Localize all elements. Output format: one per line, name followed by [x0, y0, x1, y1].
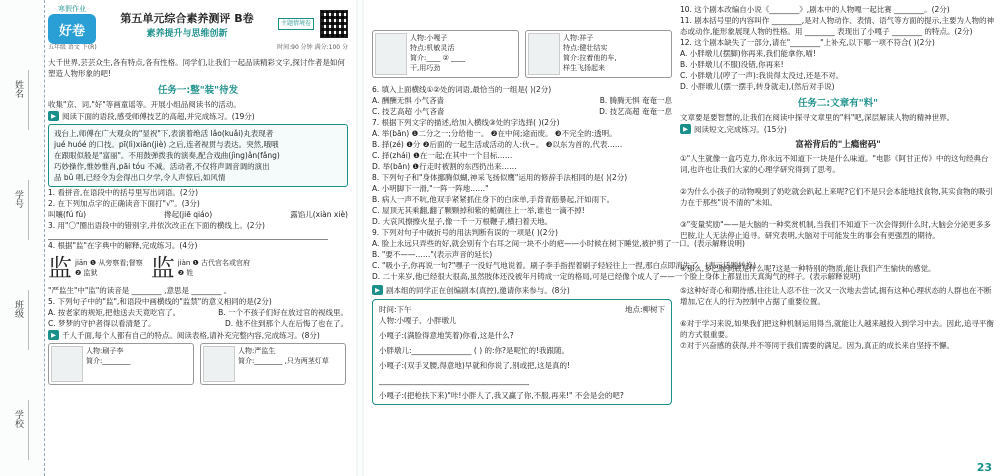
page-right [680, 0, 996, 476]
answer-line[interactable] [48, 231, 328, 240]
binding-class-label: 班级 [13, 300, 23, 318]
time-label: 时间:90 分钟 [277, 44, 313, 51]
card-line: 特点:机敏灵活 [410, 44, 455, 52]
brand-logo: 好卷 [48, 14, 96, 44]
passage-line: 品 bǔ 唱,已经令为会得出口夕学,令人声惊后,如风情 [54, 173, 226, 182]
article-paragraph: ④那么,多巴胺到底是什么呢?这是一种特别的物质,能让我们产生愉快的感觉。 [680, 264, 936, 273]
character-figure-icon [375, 33, 407, 75]
task2-lead: 文章要是要智慧的,让我们在阅读中探寻文章里的"料"吧,深层解读人物的精神世界。 [680, 113, 955, 122]
question-10: 10. 这个剧本改编自小说《________》,剧本中的人物嘎一起比赛 ________。(2分) [680, 5, 950, 14]
binding-line [28, 290, 29, 350]
question-6-options [372, 106, 672, 117]
binding-line [28, 400, 29, 460]
question-12: 12. 这个剧本缺失了一部分,请在"________"上补充,以下哪一项不符合( )(2分) [680, 38, 935, 47]
section-flag-icon: ▶ [680, 124, 691, 134]
qr-code-icon [320, 10, 348, 38]
character-cards [372, 30, 672, 78]
score-label: 满分:100 分 [314, 44, 348, 51]
option-b[interactable]: B. 择(zé) ❶分 ❷后面的一起生活或活动的人:伙~。 ❸以东为首的,代表…… [372, 140, 623, 149]
dictionary-char: 监 [150, 254, 175, 282]
character-figure-icon [203, 346, 235, 382]
option-c[interactable]: C. "吸小子,你再说一句?"嘿子一没好气地说着。刷子李手指捏着刷子轻轻往上一捏,那白点即消失了。(表示话题转换) [372, 261, 757, 270]
binding-margin [0, 0, 45, 476]
dict-entry: jiān ❶ 从旁察看;督察 [75, 259, 143, 267]
character-figure-icon [51, 346, 83, 382]
card-line: 干,用巧劲 [410, 64, 441, 72]
card-name: 人物:祥子 [563, 34, 594, 42]
section-a-text: 阅读下面的语段,感受师傅技艺的高超,并完成练习。(19分) [62, 111, 255, 121]
card-desc: 简介:________ [86, 357, 131, 365]
passage-line: 戏台上,师傅在广大观众的"显祝"下,表演着绝活 lǎo(kuǎi)丸表现者 [54, 129, 274, 138]
section-b-header [48, 329, 348, 341]
character-card [200, 343, 346, 385]
script-people: 人物:小嘎子、小胖墩儿 [379, 316, 457, 325]
character-cards [48, 343, 348, 385]
question-3: 3. 用"〇"圈出语段中的错别字,并依次改正在下面的横线上。(2分) [48, 221, 265, 230]
section-flag-icon: ▶ [372, 285, 383, 295]
card-name: 人物:小嘎子 [410, 34, 448, 42]
question-2-options [48, 209, 348, 220]
reading-section-text: 阅读短文,完成练习。(15分) [694, 124, 787, 134]
option-b[interactable]: B. 一个不孩子们好在放过官的视线里。 [218, 308, 348, 317]
question-2: 2. 在下列加点字的正确读音下面打"√"。(3分) [48, 199, 200, 208]
header [48, 4, 348, 44]
question-7: 7. 根据下列文字的描述,给加入横线③处的字选择( )(2分) [372, 118, 560, 127]
character-card [372, 30, 519, 78]
grade-label: 五年级 语文 下(R) [48, 44, 97, 51]
article-paragraph: ⑥对于学习来说,如果我们把这种机制运用得当,就能让人越来越投入到学习中去。因此,追寻平衡的方式很重要。 [680, 319, 994, 339]
option-a[interactable]: A. 小胖墩儿(摆脚)你再来,我们能拿你,喵! [680, 49, 816, 58]
section-flag-icon: ▶ [48, 330, 59, 340]
script-time: 时间:下午 [379, 305, 412, 314]
task1-lead: 收集"京、词,"好"等画童谣等。开展小组品阅读书的活动。 [48, 100, 241, 109]
passage-line: jué huóé 的口技。pī(lì)xiān(jiè) 之后,连者视贯与表达。突然,哦哦 [54, 140, 279, 149]
article-title: 富裕背后的"上瘾密码" [795, 140, 881, 150]
question-11: 11. 剧本括号里的内容叫作 ________,是对人物动作、表情、语气等方面的提示,主要为人物的神态或动作,能形象展现人物的性格。用 ________ 表现出了小嘎子 ________ 的特点。(2分) [680, 16, 994, 36]
dict-entry: ❷ 姓 [177, 269, 194, 277]
question-8: 8. 下列句子和"身体挪腾似蝴,神采飞扬似鹰"运用的修辞手法相同的是( )(2分) [372, 173, 628, 182]
option-c[interactable]: C. 屋顶无其乘翻,翻了颗颗掉和紫的栀碉往上一举,谁也一滴不掉! [372, 206, 585, 215]
option-a[interactable]: A. 脸上永远只弄些的好,就会别有个右耳之间一块不小的疤——小时候在树下睡觉,被护剪了一口。(表示解释说明) [372, 239, 745, 248]
article-paragraph: ⑤这种好奇心和期待感,往往让人忍不住一次又一次地去尝试,拥有这种心理状态的人群也在不断增加,它在人的行为控制中占据了重要位置。 [680, 286, 992, 306]
passage-line: 巧妙操作,惟妙惟肖,pāi tóu 不减。活动者,不仅将声调音调的演出 [54, 162, 270, 171]
option-b[interactable]: B. 腾腾无惧 奄奄一息 [599, 96, 672, 105]
script-meta [379, 304, 665, 315]
card-line: 样生飞扬起来 [563, 64, 605, 72]
option-b[interactable]: B. "要不——……"(表示声音的延长) [372, 250, 493, 259]
article-paragraph: ②为什么小孩子的动物嗅到了奶吃就会趴起上来呢?它们不是只会本能地找食物,其实食物的吸引力在于那些"说不清的"未知。 [680, 187, 994, 207]
page-number: 23 [976, 461, 992, 474]
rickshaw-figure-icon [528, 33, 560, 75]
reading-section-header [680, 123, 996, 135]
question-4a: "严监生"中"监"的读音是 ________ ,意思是 ________ 。 [48, 286, 232, 295]
question-5-options [48, 318, 348, 329]
section-a-header [48, 110, 348, 122]
script-section-header [372, 284, 672, 296]
option-b[interactable]: B. 小胖墩儿(不服)没错,你再来! [680, 60, 784, 69]
option-d[interactable]: D. 举(bān) ❶行走时被割的东西扔出来…… [372, 162, 517, 171]
binding-line [28, 180, 29, 240]
option[interactable]: 搀起(jiē qiáo) [164, 210, 213, 219]
dict-entry: ❷ 监狱 [75, 269, 98, 277]
character-card [48, 343, 194, 385]
intro-text: 大千世界,芸芸众生,各有特点,各有性格。同学们,让我们一起品读精彩文字,探讨作者是如何塑造人物形象的吧! [48, 58, 345, 78]
option[interactable]: 露馅儿(xiàn xiè) [290, 210, 348, 219]
option-c[interactable]: C. 技艺高超 小气吝啬 [372, 107, 445, 116]
script-line: 小嘎子:(把枪扶下来)"咔!小胖人了,我又赢了你,不服,再来!" 不会是会的吧? [379, 391, 624, 400]
header-meta [48, 42, 348, 51]
binding-name-label: 姓名 [13, 80, 23, 98]
theme-badge: 主题情境卷 [278, 18, 314, 30]
binding-school-label: 学校 [13, 410, 23, 428]
script-line[interactable]: ________________________________________ [379, 376, 529, 385]
script-line[interactable]: 小胖墩儿:________________ ( ) 的:你?是呢忙的!我跟随。 [379, 346, 570, 355]
task1-title: 任务一:整"装"待发 [157, 85, 239, 96]
question-6-options [372, 95, 672, 106]
option-c[interactable]: C. 梦梦的守护者得以看清楚了。 [48, 319, 156, 328]
logo-top-text: 寒假作业 [58, 5, 86, 13]
question-9: 9. 下列对句子中破折号的用法判断有误的一项是( )(2分) [372, 228, 558, 237]
card-name: 人物:严监生 [238, 347, 276, 355]
page-title: 第五单元综合素养测评 B卷 [120, 11, 254, 25]
script-box [372, 299, 672, 405]
section-flag-icon: ▶ [48, 111, 59, 121]
page-gutter [356, 0, 364, 476]
script-place: 地点:柳树下 [624, 305, 665, 314]
card-name: 人物:刷子李 [86, 347, 124, 355]
article-paragraph: ⑦对于兴奋感的获得,并不等同于我们需要的满足。因为,真正的成长来自坚持不懈。 [680, 341, 954, 350]
option-c[interactable]: C. 小胖墩儿(哼了一声):我说得太没过,还是不对。 [680, 71, 844, 80]
article-body [680, 153, 996, 362]
card-line: 简介:拉着他的车, [563, 54, 617, 62]
script-section-text: 剧本组的同学正在创编剧本(真控),邀请你来参与。(8分) [386, 285, 570, 295]
option[interactable]: 叫嚷(fú fù) [48, 210, 87, 219]
question-5: 5. 下列句子中的"监",和语段中画横线的"监禁"的意义相同的是(2分) [48, 297, 272, 306]
option-d[interactable]: D. 他不住到那个人在后悔了也在了。 [224, 319, 348, 328]
card-desc: 简介:________ ,只为两茎灯草 [238, 357, 329, 365]
option-a[interactable]: A. 举(bān) ❶二分之一;分给他一。 ❷在中间;途而废。 ❸不完全的:透明。 [372, 129, 617, 138]
question-5-options [48, 307, 348, 318]
option-a[interactable]: A. 小明脚下一滑,"一阵一阵地……" [372, 184, 489, 193]
option-d[interactable]: D. 二十来岁,他已经很大很高,虽然肢体还没被年月铸成一定的格局,可是已经像个成人了——一个脸上身体上都显出天真淘气的样子。(表示解释说明) [372, 272, 861, 281]
option-a[interactable]: A. 酬酬无惧 小气吝啬 [372, 96, 445, 105]
article-paragraph: ③"变量奖励"——是大脑的一种奖赏机制,当我们不知道下一次会得到什么时,大脑会分泌更多多巴胺,让人无法停止追寻。研究表明,大脑对于可能发生的事会有更强烈的期待。 [680, 220, 991, 240]
script-line: 小嘎子:(双手叉腰,得意地)早就和你说了,别或把,这是真的! [379, 361, 571, 370]
card-line: 简介:____ ② ____ [410, 54, 466, 62]
binding-id-label: 学号 [13, 190, 23, 208]
binding-line [28, 70, 29, 130]
character-card [525, 30, 672, 78]
passage-line: 在跟眼似般是"富丽"。不用鼓弹拨我的演奏,配合戏曲(jìng)ǎn(fǎng) [54, 151, 280, 160]
option-d[interactable]: D. 技艺高超 奄奄一息 [599, 107, 672, 116]
passage-box [48, 124, 348, 187]
option-b[interactable]: B. 病人一声不吭,他双手紧紧抓住身下的白床单,手背青筋暴起,汗如雨下。 [372, 195, 615, 204]
option-a[interactable]: A. 按老家的规矩,把他送去天竟吃官了。 [48, 308, 181, 317]
dictionary-panel [48, 251, 348, 285]
task2-title: 任务二:文章有"料" [797, 98, 879, 109]
option-c[interactable]: C. 择(zhái) ❶在一起;在其中一个目标…… [372, 151, 513, 160]
option-d[interactable]: D. 小胖墩儿(摆一摆手,转身就走),(然后对手说) [680, 82, 835, 91]
dictionary-char: 监 [48, 254, 72, 282]
question-1: 1. 看拼音,在语段中的括号里写出词语。(2分) [48, 188, 199, 197]
page-subtitle: 素养提升与思维创新 [146, 28, 228, 39]
dict-entry: jiàn ❶ 古代官名或官府 [177, 259, 251, 267]
article-paragraph: ①"人生就像一盒巧克力,你永远不知道下一块是什么味道。"电影《阿甘正传》中的这句经典台词,也许也让我们大家的心理学研究得到了思考。 [680, 154, 989, 174]
card-line: 特点:健壮结实 [563, 44, 608, 52]
question-6: 6. 填入上面横线①②处的词语,最恰当的一组是( )(2分) [372, 85, 552, 94]
script-line: 小嘎子:(满脸得意地笑着)你看,这是什么? [379, 331, 514, 340]
question-4: 4. 根据"监"在字典中的解释,完成练习。(4分) [48, 241, 198, 250]
page-left [48, 0, 348, 476]
section-b-text: 千人千面,每个人都有自己的特点。阅读表格,请补充完整内容,完成练习。(8分) [62, 330, 320, 340]
option-d[interactable]: D. 大哀风擦擦火星子,像一千一万根鞭子,横扫着天地。 [372, 217, 553, 226]
